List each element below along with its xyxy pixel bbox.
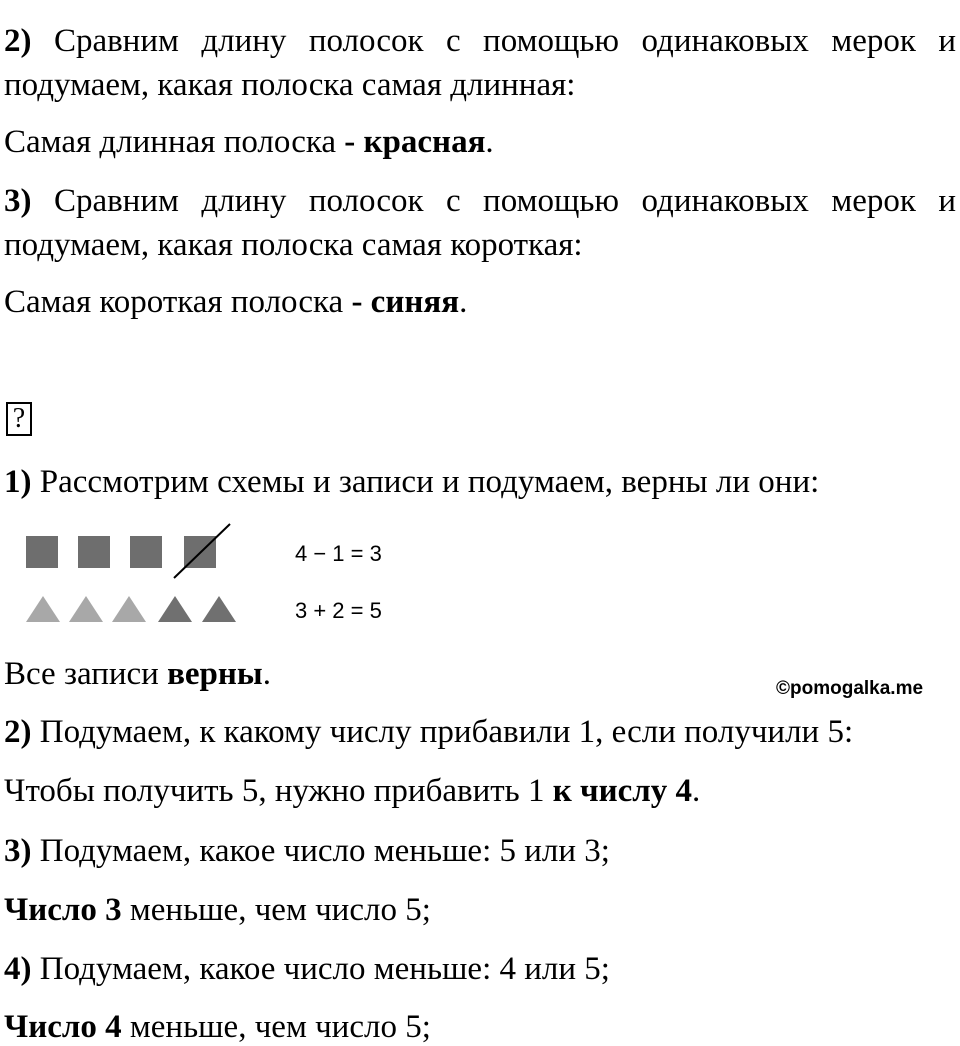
q1-prompt: [4, 463, 819, 501]
item3-text: Сравним длину полосок с помощью одинаковых мерок и: [53, 183, 957, 219]
q1-number: 1): [4, 464, 32, 500]
q3-answer: [4, 891, 431, 929]
item2-number: 2): [4, 23, 32, 59]
q1-answer-text: Все записи: [4, 656, 168, 692]
item2-line2: подумаем, какая полоска самая длинная:: [4, 67, 576, 103]
q2-answer-end: .: [692, 773, 701, 809]
q2-text: Подумаем, к какому числу прибавили 1, если получили 5:: [31, 714, 854, 750]
item2-answer: [4, 123, 494, 161]
item2-answer-end: .: [485, 124, 494, 160]
q4-answer-text: меньше, чем число 5;: [121, 1009, 431, 1045]
item2-answer-bold: - красная: [344, 124, 486, 160]
q1-answer-end: .: [262, 656, 271, 692]
scheme-triangle-3: [112, 596, 146, 622]
equation-1: 4 − 1 = 3: [295, 541, 382, 566]
item2-line1: [4, 22, 956, 60]
q3-answer-text: меньше, чем число 5;: [121, 892, 431, 928]
item3-answer-bold: - синяя: [351, 284, 460, 320]
q3-prompt: [4, 832, 610, 870]
q1-answer: [4, 655, 271, 693]
item3-answer: [4, 283, 467, 321]
scheme-triangle-4: [158, 596, 192, 622]
scheme-triangle-2: [69, 596, 103, 622]
schemes-figure: [8, 518, 448, 630]
item3-answer-end: .: [459, 284, 468, 320]
question-mark-box: ?: [6, 402, 32, 436]
equation-2: 3 + 2 = 5: [295, 598, 382, 623]
scheme-triangle-5: [202, 596, 236, 622]
item3-line2: подумаем, какая полоска самая короткая:: [4, 227, 583, 263]
item3-number: 3): [4, 183, 32, 219]
item2-answer-text: Самая длинная полоска: [4, 124, 345, 160]
q3-number: 3): [4, 833, 32, 869]
item3-line1: [4, 182, 956, 220]
q4-prompt: [4, 950, 610, 988]
q1-answer-bold: верны: [167, 656, 263, 692]
q4-answer-bold: Число 4: [4, 1009, 122, 1045]
scheme-square-3: [130, 536, 162, 568]
q3-answer-bold: Число 3: [4, 892, 122, 928]
schemes-svg: [8, 518, 448, 630]
q1-text: Рассмотрим схемы и записи и подумаем, верны ли они:: [31, 464, 820, 500]
scheme-strike-line: [174, 524, 230, 578]
q3-text: Подумаем, какое число меньше: 5 или 3;: [31, 833, 610, 869]
q4-number: 4): [4, 951, 32, 987]
scheme-triangle-1: [26, 596, 60, 622]
scheme-square-2: [78, 536, 110, 568]
q2-answer: [4, 772, 700, 810]
q4-answer: [4, 1008, 431, 1046]
q2-answer-bold: к числу 4: [552, 773, 693, 809]
item3-answer-text: Самая короткая полоска: [4, 284, 352, 320]
q2-prompt: [4, 713, 853, 751]
watermark: ©pomogalka.me: [776, 678, 924, 699]
item2-text: Сравним длину полосок с помощью одинаковых мерок и: [53, 23, 957, 59]
q4-text: Подумаем, какое число меньше: 4 или 5;: [31, 951, 610, 987]
scheme-square-1: [26, 536, 58, 568]
q2-number: 2): [4, 714, 32, 750]
q2-answer-text: Чтобы получить 5, нужно прибавить 1: [4, 773, 553, 809]
